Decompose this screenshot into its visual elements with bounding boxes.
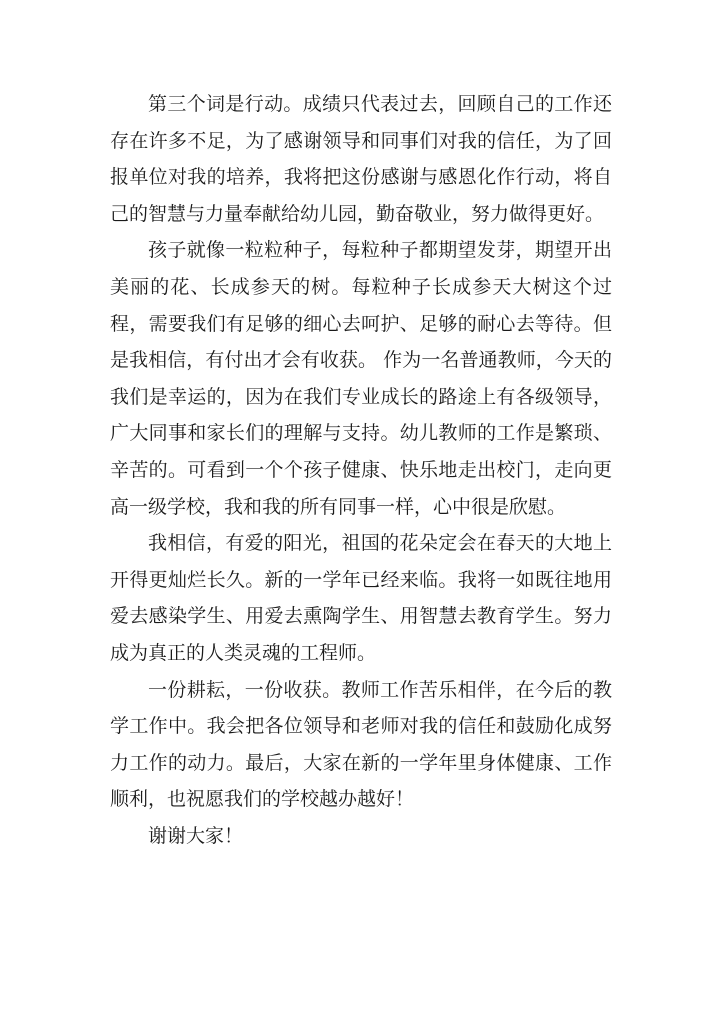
paragraph-seeds: 孩子就像一粒粒种子，每粒种子都期望发芽，期望开出美丽的花、长成参天的树。每粒种子长成参天大树这个过程，需要我们有足够的细心去呵护、足够的耐心去等待。但是我相信，有付出才会有收获。 作为一名普通教师，今天的我们是幸运的，因为在我们专业成长的路途上有各级领导，广大同事和家长们的理解与支持。幼儿教师的工作是繁琐、辛苦的。可看到一个个孩子健康、快乐地走出校门，走向更高一级学校，我和我的所有同事一样，心中很是欣慰。 bbox=[110, 239, 612, 518]
document-body bbox=[110, 86, 612, 854]
paragraph-action: 第三个词是行动。成绩只代表过去，回顾自己的工作还存在许多不足，为了感谢领导和同事们对我的信任，为了回报单位对我的培养，我将把这份感谢与感恩化作行动，将自己的智慧与力量奉献给幼儿园，勤奋敬业，努力做得更好。 bbox=[110, 93, 612, 225]
paragraph-thanks: 谢谢大家！ bbox=[148, 824, 244, 847]
paragraph-sunshine: 我相信，有爱的阳光，祖国的花朵定会在春天的大地上开得更灿烂长久。新的一学年已经来临。我将一如既往地用爱去感染学生、用爱去熏陶学生、用智慧去教育学生。努力成为真正的人类灵魂的工程师。 bbox=[110, 532, 612, 664]
paragraph-harvest: 一份耕耘，一份收获。教师工作苦乐相伴，在今后的教学工作中。我会把各位领导和老师对我的信任和鼓励化成努力工作的动力。最后，大家在新的一学年里身体健康、工作顺利，也祝愿我们的学校越办越好！ bbox=[110, 678, 612, 811]
